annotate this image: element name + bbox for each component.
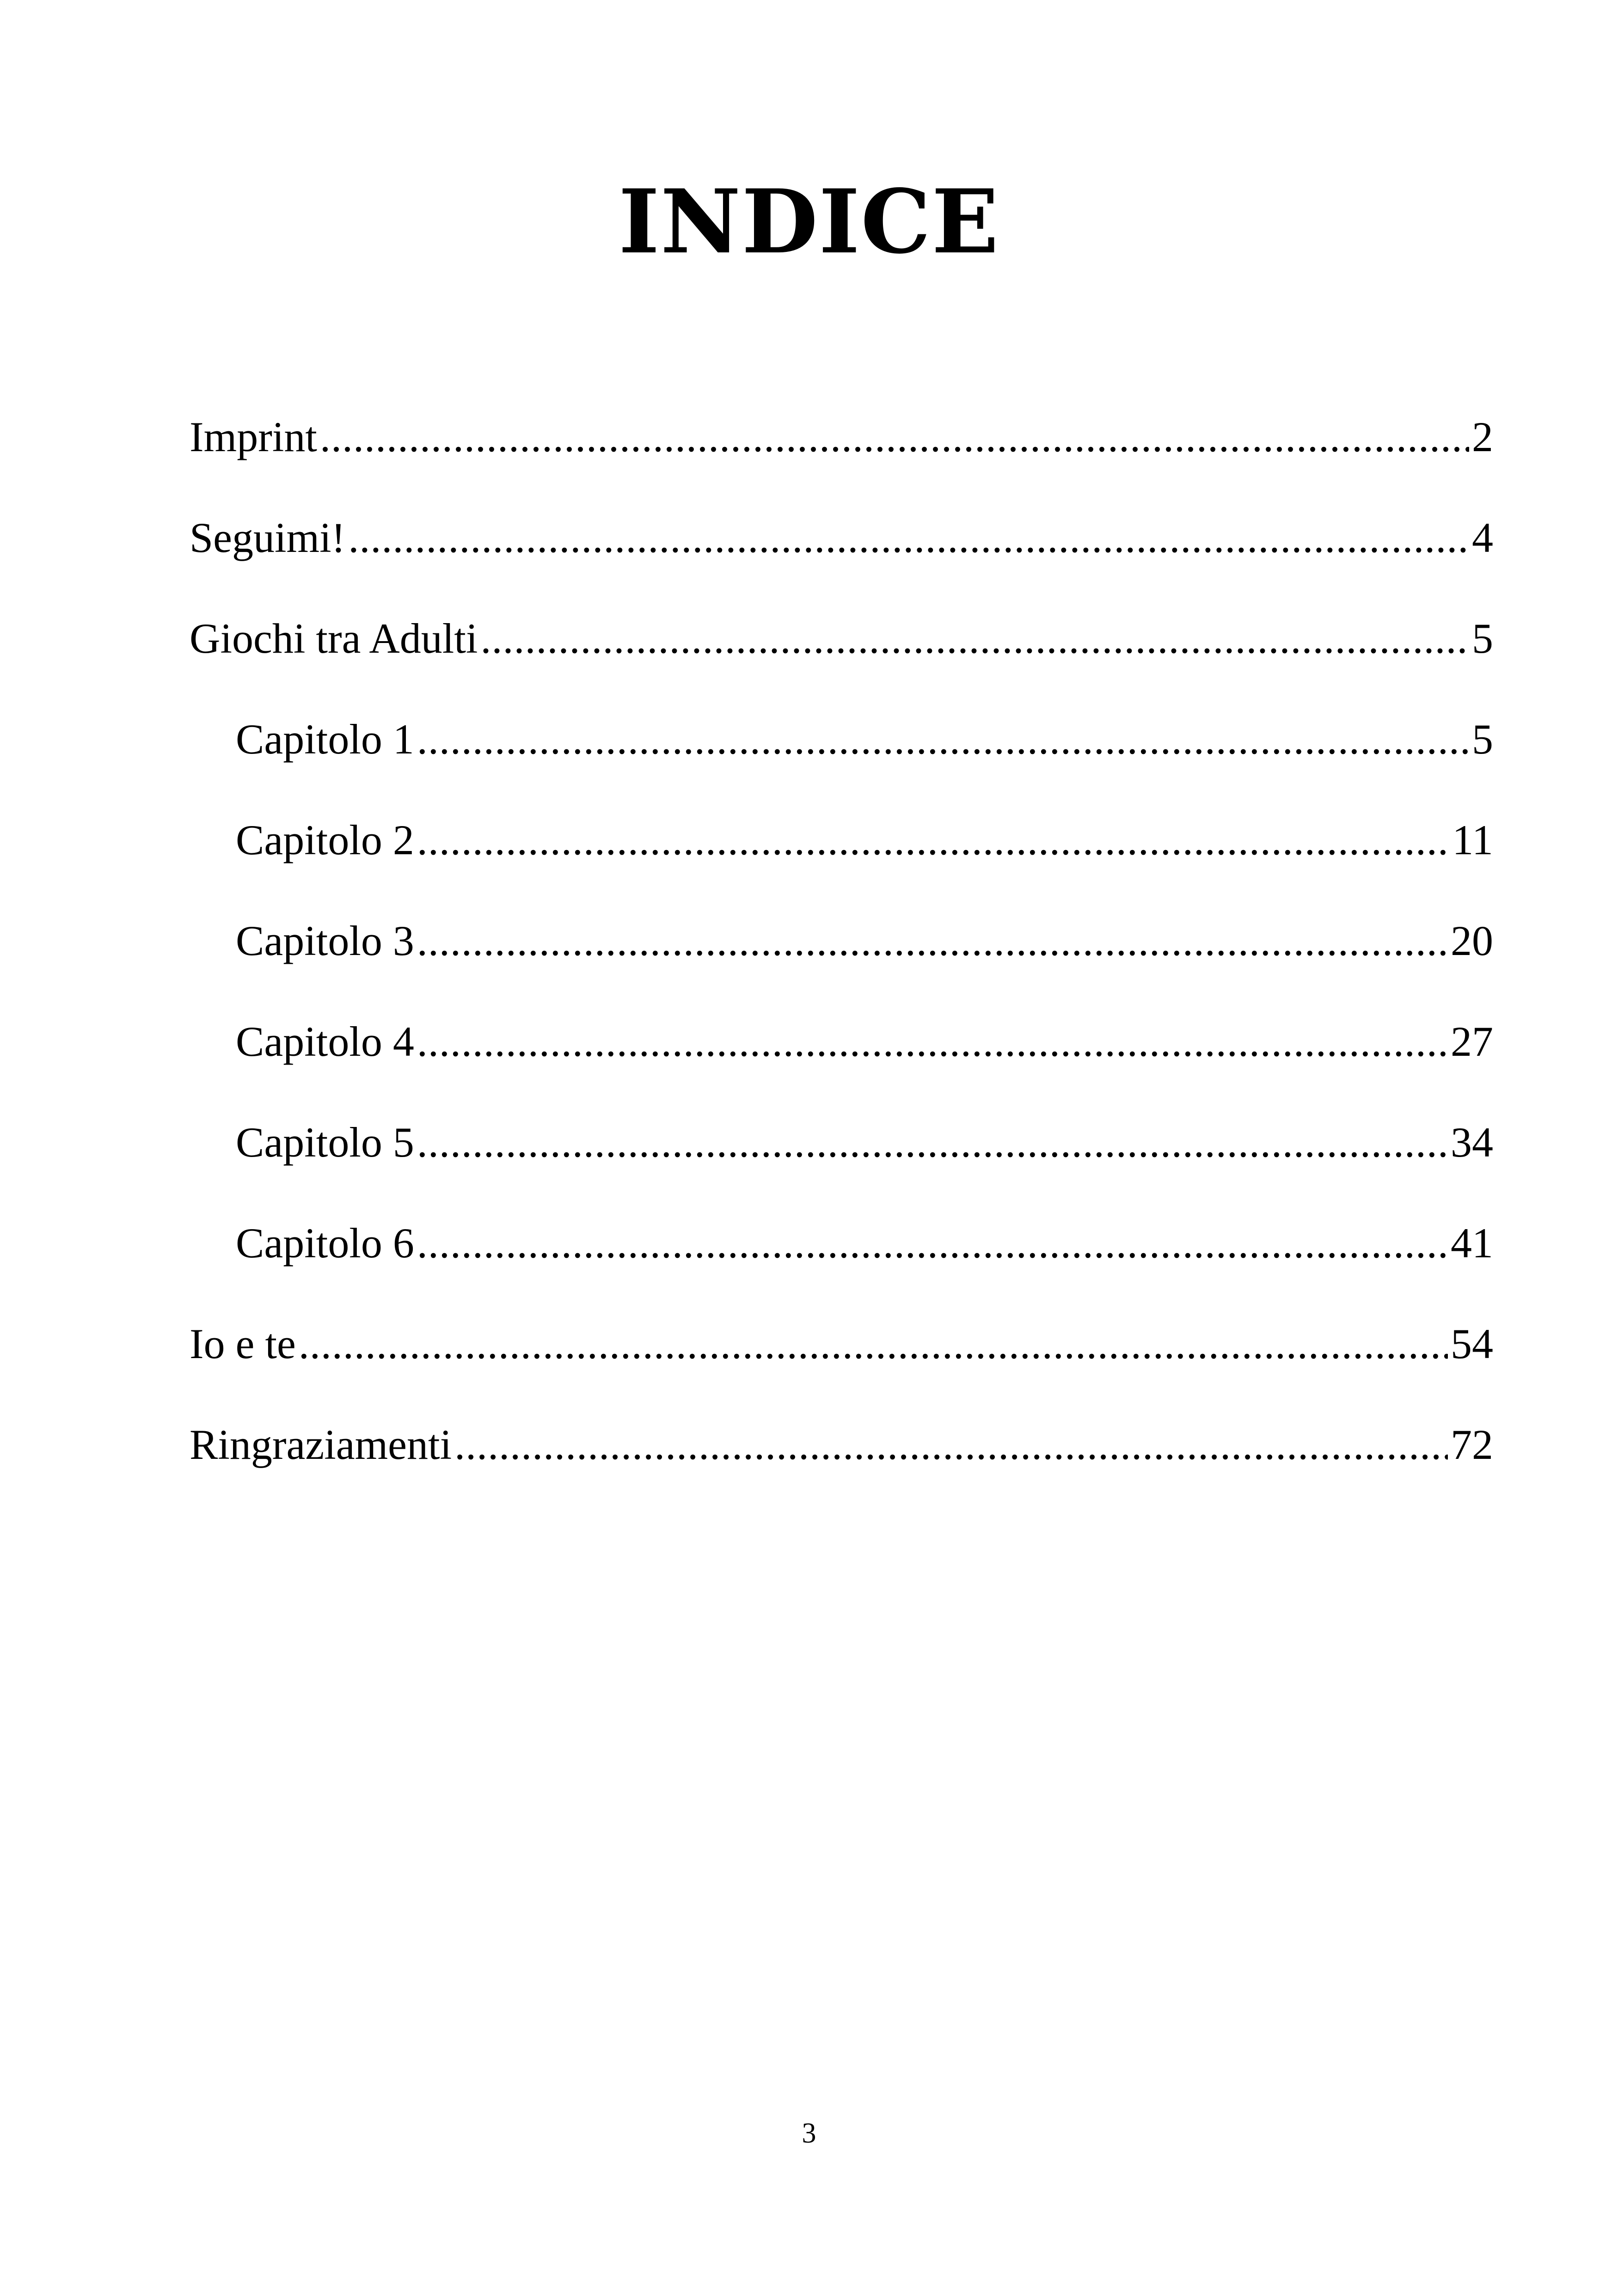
toc-entry-capitolo-6[interactable] bbox=[190, 1206, 1493, 1307]
toc-entry-label: Imprint bbox=[190, 413, 317, 460]
page-number: 3 bbox=[802, 2118, 816, 2149]
toc-entry-page: 5 bbox=[1472, 716, 1493, 763]
toc-entry-seguimi[interactable] bbox=[190, 501, 1493, 601]
toc-entry-giochi-tra-adulti[interactable] bbox=[190, 601, 1493, 702]
toc-entry-page: 20 bbox=[1451, 917, 1493, 964]
toc-entry-label: Capitolo 2 bbox=[236, 816, 414, 863]
toc-dot-leader bbox=[417, 702, 1469, 776]
toc-entry-label: Capitolo 6 bbox=[236, 1219, 414, 1267]
toc-entry-page: 5 bbox=[1472, 615, 1493, 662]
toc-entry-imprint[interactable] bbox=[190, 400, 1493, 501]
toc-dot-leader bbox=[417, 1206, 1448, 1280]
toc-entry-page: 27 bbox=[1451, 1018, 1493, 1065]
toc-dot-leader bbox=[417, 1004, 1448, 1078]
toc-entry-label: Capitolo 1 bbox=[236, 716, 414, 763]
toc-entry-label: Seguimi! bbox=[190, 514, 346, 561]
toc-dot-leader bbox=[417, 1105, 1448, 1179]
toc-entry-capitolo-2[interactable] bbox=[190, 803, 1493, 904]
toc-entry-page: 2 bbox=[1472, 413, 1493, 460]
toc-dot-leader bbox=[348, 501, 1469, 575]
page-title: INDICE bbox=[618, 170, 1000, 273]
toc-entry-capitolo-5[interactable] bbox=[190, 1105, 1493, 1206]
toc-entry-capitolo-3[interactable] bbox=[190, 904, 1493, 1004]
toc-entry-label: Io e te bbox=[190, 1320, 296, 1367]
toc-dot-leader bbox=[417, 904, 1448, 978]
toc-dot-leader bbox=[320, 400, 1469, 474]
toc-entry-page: 4 bbox=[1472, 514, 1493, 561]
toc-entry-capitolo-1[interactable] bbox=[190, 702, 1493, 803]
toc-entry-label: Capitolo 4 bbox=[236, 1018, 414, 1065]
toc-entry-io-e-te[interactable] bbox=[190, 1307, 1493, 1408]
toc-entry-page: 41 bbox=[1451, 1219, 1493, 1267]
toc-entry-label: Capitolo 3 bbox=[236, 917, 414, 964]
toc-dot-leader bbox=[299, 1307, 1448, 1381]
toc-entry-label: Capitolo 5 bbox=[236, 1119, 414, 1166]
toc-dot-leader bbox=[417, 803, 1450, 877]
toc-entry-label: Ringraziamenti bbox=[190, 1421, 452, 1468]
table-of-contents bbox=[190, 400, 1493, 1508]
toc-entry-ringraziamenti[interactable] bbox=[190, 1408, 1493, 1508]
toc-entry-page: 34 bbox=[1451, 1119, 1493, 1166]
toc-entry-page: 11 bbox=[1452, 816, 1493, 863]
toc-dot-leader bbox=[480, 601, 1469, 675]
toc-dot-leader bbox=[454, 1408, 1448, 1482]
toc-entry-label: Giochi tra Adulti bbox=[190, 615, 478, 662]
toc-entry-page: 72 bbox=[1451, 1421, 1493, 1468]
toc-entry-capitolo-4[interactable] bbox=[190, 1004, 1493, 1105]
toc-entry-page: 54 bbox=[1451, 1320, 1493, 1367]
